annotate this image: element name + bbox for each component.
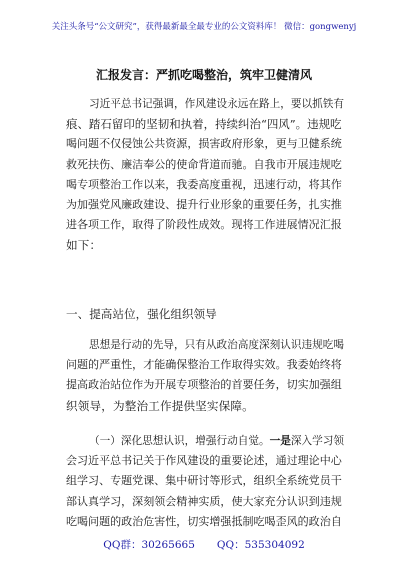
text-line: 部认真学习，深刻领会精神实质，使大家充分认识到违规 (66, 494, 342, 508)
text-line: 喝专项整治工作以来，我委高度重视，迅速行动，将其作 (66, 177, 342, 191)
text-line: 织领导，为整治工作提供坚实保障。 (66, 398, 254, 413)
text-line: 提高政治站位作为开展专项整治的首要任务，切实加强组 (66, 378, 342, 392)
text-line: 问题的严重性，才能确保整治工作取得实效。我委始终将 (66, 358, 342, 372)
qq-text: QQ：535304092 (216, 539, 305, 551)
text-line: 为加强党风廉政建设、提升行业形象的重要任务，扎实推 (66, 197, 342, 211)
text-line: 喝问题不仅侵蚀公共资源，损害政府形象，更与卫健系统 (66, 137, 342, 151)
text-line: 吃喝问题的政治危害性，切实增强抵制吃喝歪风的政治自 (66, 514, 342, 528)
text-line: 进各项工作，取得了阶段性成效。现将工作进展情况汇报 (66, 218, 342, 232)
paragraph-section1 (66, 335, 342, 416)
text-line: 如下： (66, 238, 102, 253)
footer-contact (0, 537, 408, 552)
text-line: 会习近平总书记关于作风建设的重要论述，通过理论中心 (66, 454, 342, 468)
document-title: 汇报发言：严抓吃喝整治，筑牢卫健清风 (95, 68, 312, 82)
text-line: 痕、踏石留印的坚韧和执着，持续纠治“四风”。违规吃 (66, 117, 342, 132)
section-heading: 一、提高站位，强化组织领导 (66, 307, 217, 321)
text-line: 习近平总书记强调，作风建设永远在路上，要以抓铁有 (89, 97, 344, 110)
subsection-label: （一）深化思想认识，增强行动自觉。 (89, 434, 270, 447)
text-line: 思想是行动的先导，只有从政治高度深刻认识违规吃喝 (89, 338, 344, 351)
paragraph-intro (66, 94, 342, 256)
text-fragment: 深入学习领 (290, 434, 344, 447)
text-line: 组学习、专题党课、集中研讨等形式，组织全系统党员干 (66, 474, 342, 488)
paragraph-subsection1 (66, 431, 342, 532)
header-banner: 关注头条号“公文研究”，获得最新最全最专业的公文资料库！ 微信：gongwenyj (51, 22, 357, 32)
enumerator-bold: 一是 (269, 434, 291, 447)
text-line (66, 431, 342, 451)
text-line: 救死扶伤、廉洁奉公的使命背道而驰。自我市开展违规吃 (66, 157, 342, 171)
qq-group-text: QQ群：30265665 (103, 539, 195, 551)
